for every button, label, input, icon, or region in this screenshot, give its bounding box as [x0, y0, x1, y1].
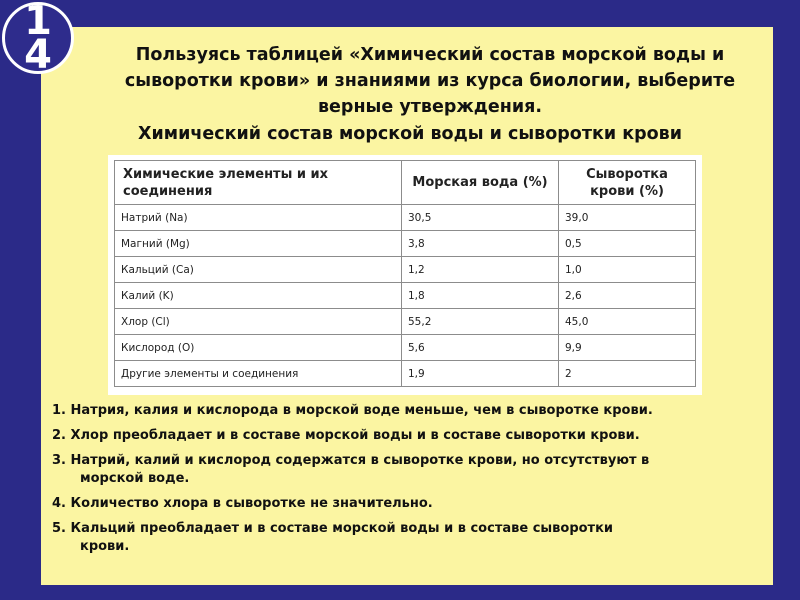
statement-continuation: морской воде.: [80, 471, 190, 486]
statement-5: [52, 520, 762, 556]
table-row: [115, 309, 696, 335]
sea-water-value: 55,2: [402, 309, 559, 335]
sea-water-value: 1,9: [402, 361, 559, 387]
table-row: [115, 283, 696, 309]
statement-continuation: крови.: [80, 539, 130, 554]
table-row: [115, 231, 696, 257]
slide-number-badge: [2, 2, 74, 74]
blood-serum-value: 2: [559, 361, 696, 387]
statement-1: [52, 402, 762, 420]
statement-text: 4. Количество хлора в сыворотке не значительно.: [52, 496, 433, 511]
statement-text: 3. Натрий, калий и кислород содержатся в сыворотке крови, но отсутствуют в: [52, 453, 650, 468]
element-name: Кислород (О): [115, 335, 402, 361]
sea-water-value: 5,6: [402, 335, 559, 361]
blood-serum-value: 1,0: [559, 257, 696, 283]
element-name: Калий (K): [115, 283, 402, 309]
statement-text: 5. Кальций преобладает и в составе морской воды и в составе сыворотки: [52, 521, 614, 536]
statement-text: 1. Натрия, калия и кислорода в морской воде меньше, чем в сыворотке крови.: [52, 403, 653, 418]
sea-water-value: 30,5: [402, 205, 559, 231]
header-sea-water: Морская вода (%): [402, 161, 559, 205]
sea-water-value: 1,2: [402, 257, 559, 283]
table-title: Химический состав морской воды и сыворотки крови: [138, 124, 682, 144]
header-elements: Химические элементы и их соединения: [115, 161, 402, 205]
blood-serum-value: 0,5: [559, 231, 696, 257]
blood-serum-value: 39,0: [559, 205, 696, 231]
statement-2: [52, 427, 762, 445]
statement-4: [52, 495, 762, 513]
statement-text: 2. Хлор преобладает и в составе морской воды и в составе сыворотки крови.: [52, 428, 640, 443]
sea-water-value: 3,8: [402, 231, 559, 257]
table-image-frame: [108, 155, 702, 395]
table-row: [115, 205, 696, 231]
table-row: [115, 257, 696, 283]
blood-serum-value: 9,9: [559, 335, 696, 361]
element-name: Натрий (Na): [115, 205, 402, 231]
statement-3: [52, 452, 762, 488]
task-instructions: Пользуясь таблицей «Химический состав морской воды и сыворотки крови» и знаниями из курса биологии, выберите верные утверждения.: [124, 45, 736, 117]
table-row: [115, 361, 696, 387]
statements-list: [52, 402, 762, 563]
table-row: [115, 335, 696, 361]
sea-water-value: 1,8: [402, 283, 559, 309]
element-name: Кальций (Ca): [115, 257, 402, 283]
element-name: Магний (Mg): [115, 231, 402, 257]
composition-table: [114, 160, 696, 387]
header-blood-serum: Сыворотка крови (%): [559, 161, 696, 205]
element-name: Другие элементы и соединения: [115, 361, 402, 387]
table-header-row: [115, 161, 696, 205]
blood-serum-value: 45,0: [559, 309, 696, 335]
blood-serum-value: 2,6: [559, 283, 696, 309]
slide-number-digit-1: 1: [24, 2, 52, 44]
slide-number-digit-2: 4: [24, 32, 52, 74]
element-name: Хлор (Cl): [115, 309, 402, 335]
